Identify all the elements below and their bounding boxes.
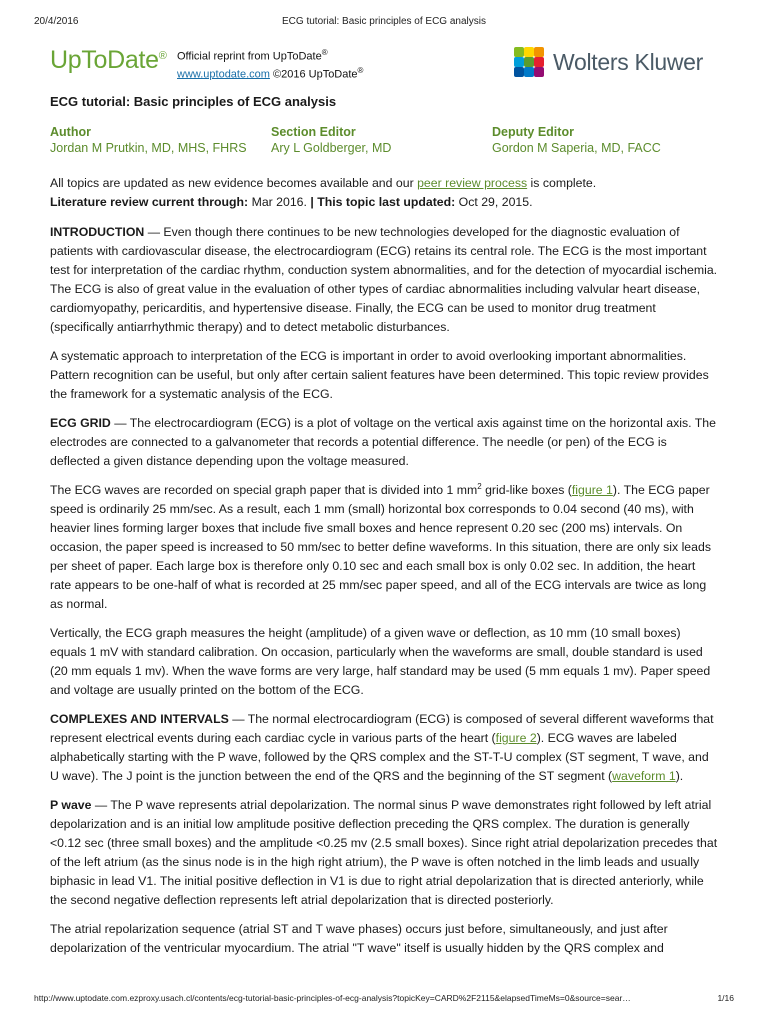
- reprint-notice: Official reprint from UpToDate® www.uptodate.com ©2016 UpToDate®: [177, 48, 364, 81]
- copyright-text: ©2016 UpToDate: [273, 68, 358, 81]
- wolters-kluwer-globe-icon: [511, 44, 547, 80]
- section-editor-name[interactable]: Ary L Goldberger, MD: [271, 141, 392, 155]
- complexes-heading: COMPLEXES AND INTERVALS: [50, 712, 229, 726]
- print-title: ECG tutorial: Basic principles of ECG analysis: [282, 16, 486, 27]
- author-block: [50, 124, 247, 156]
- page-number: 1/16: [717, 993, 734, 1003]
- uptodate-logo-text: UpToDate: [50, 46, 159, 74]
- intro-paragraph: INTRODUCTION — Even though there continues to be new technologies developed for the diagnostic evaluation of patients with cardiovascular disease, the electrocardiogram (ECG) retains its central role. The ECG is the most important test for interpretation of the cardiac rhythm, conduction system abnormalities, and for the detection of myocardial ischemia. The ECG is also of great value in the evaluation of other types of cardiac abnormalities including valvular heart disease, cardiomyopathy, pericarditis, and hypertensive disease. Finally, the ECG can be used to monitor drug treatment (specifically antiarrhythmic therapy) and to detect metabolic disturbances.: [50, 225, 718, 334]
- deputy-editor-name[interactable]: Gordon M Saperia, MD, FACC: [492, 141, 661, 155]
- uptodate-logo[interactable]: [50, 46, 167, 75]
- print-url: http://www.uptodate.com.ezproxy.usach.cl/contents/ecg-tutorial-basic-principles-of-ecg-analysis?topicKey=CARD%2F2115&elapsedTimeMs=0&source=sear…: [34, 993, 631, 1003]
- lit-review-date: Mar 2016.: [248, 195, 307, 209]
- article-title: ECG tutorial: Basic principles of ECG analysis: [50, 94, 337, 109]
- editors-row: [50, 124, 718, 162]
- complexes-paragraph: COMPLEXES AND INTERVALS — The normal electrocardiogram (ECG) is composed of several different waveforms that represent electrical events during each cardiac cycle in various parts of the heart (figure 2). ECG waves are labeled alphabetically starting with the P wave, followed by the QRS complex and the ST-T-U complex (ST segment, T wave, and U wave). The J point is the junction between the end of the QRS and the beginning of the ST segment (waveform 1).: [50, 712, 714, 783]
- print-footer: [34, 993, 734, 1005]
- p-wave-heading: P wave: [50, 798, 92, 812]
- grid-paragraph-3: Vertically, the ECG graph measures the height (amplitude) of a given wave or deflection, as 10 mm (10 small boxes) equals 1 mV with standard calibration. On occasion, particularly when the waveforms are small, double standard is used (20 mm equals 1 mv). When the wave forms are very large, half standard may be used (5 mm equals 1 mv). Paper speed and voltage are usually printed on the bottom of the ECG.: [50, 626, 711, 697]
- p-wave-paragraph-2: The atrial repolarization sequence (atrial ST and T wave phases) occurs just before, simultaneously, and just after depolarization of the ventricular myocardium. The atrial "T wave" itself is usually hidden by the QRS complex and: [50, 922, 668, 955]
- wolters-kluwer-wordmark: Wolters Kluwer: [553, 49, 704, 75]
- last-updated-date: Oct 29, 2015.: [455, 195, 533, 209]
- p-wave-paragraph: P wave — The P wave represents atrial depolarization. The normal sinus P wave demonstrates right followed by left atrial depolarization and is an initial low amplitude positive deflection preceding the QRS complex. The duration is generally <0.12 sec (three small boxes) and the amplitude <0.25 mv (2.5 small boxes). Since right atrial depolarization precedes that of the left atrium (as the sinus node is in the high right atrium), the P wave is often notched in the limb leads and usually biphasic in lead V1. The initial positive deflection in V1 is due to right atrial depolarization that is directed anteriorly, while the second negative deflection represents left atrial depolarization that is directed posteriorly.: [50, 798, 718, 907]
- author-name[interactable]: Jordan M Prutkin, MD, MHS, FHRS: [50, 141, 247, 155]
- grid-paragraph-2: The ECG waves are recorded on special graph paper that is divided into 1 $mm^2$ grid-like boxes (figure 1). The ECG paper speed is ordinarily 25 mm/sec. As a result, each 1 mm (small) horizontal box corresponds to 0.04 second (40 ms), with heavier lines forming larger boxes that include five small boxes and hence represent 0.20 sec (200 ms) intervals. On occasion, the paper speed is increased to 50 mm/sec to better define waveforms. In this situation, there are only six leads per sheet of paper. Each large box is therefore only 0.10 sec and each small box is only 0.02 sec. In addition, the heart rate appears to be one-half of what is recorded at 25 mm/sec paper speed, and all of the ECG intervals are twice as long as normal.: [50, 481, 711, 611]
- last-updated-label: This topic last updated:: [317, 195, 456, 209]
- lit-review-label: Literature review current through:: [50, 195, 249, 209]
- reprint-line: Official reprint from UpToDate: [177, 50, 322, 63]
- registered-mark: ®: [158, 50, 167, 62]
- section-editor-block: [271, 124, 391, 156]
- deputy-editor-block: [492, 124, 661, 156]
- author-label: Author: [50, 125, 91, 139]
- intro-paragraph-2: A systematic approach to interpretation of the ECG is important in order to avoid overlooking important abnormalities. Pattern recognition can be useful, but only after certain salient features have been determined. This topic review provides the framework for a systematic analysis of the ECG.: [50, 349, 709, 401]
- waveform-1-link[interactable]: waveform 1: [612, 769, 676, 783]
- section-editor-label: Section Editor: [271, 125, 356, 139]
- grid-heading: ECG GRID: [50, 416, 111, 430]
- figure-1-link[interactable]: figure 1: [571, 483, 613, 497]
- update-notice: All topics are updated as new evidence becomes available and our peer review process is complete. Literature review current through: Mar 2016. | This topic last updated: Oct 29, 2015.: [50, 176, 597, 209]
- figure-2-link[interactable]: figure 2: [495, 731, 537, 745]
- print-date: 20/4/2016: [34, 16, 79, 27]
- article-content: [50, 93, 718, 968]
- print-header: [34, 16, 734, 30]
- intro-heading: INTRODUCTION: [50, 225, 145, 239]
- uptodate-link[interactable]: www.uptodate.com: [177, 68, 270, 81]
- peer-review-link[interactable]: peer review process: [417, 176, 528, 190]
- deputy-editor-label: Deputy Editor: [492, 125, 574, 139]
- grid-paragraph: ECG GRID — The electrocardiogram (ECG) is a plot of voltage on the vertical axis against time on the horizontal axis. The electrodes are connected to a galvanometer that records a potential difference. The needle (or pen) of the ECG is deflected a given distance depending upon the voltage measured.: [50, 416, 716, 468]
